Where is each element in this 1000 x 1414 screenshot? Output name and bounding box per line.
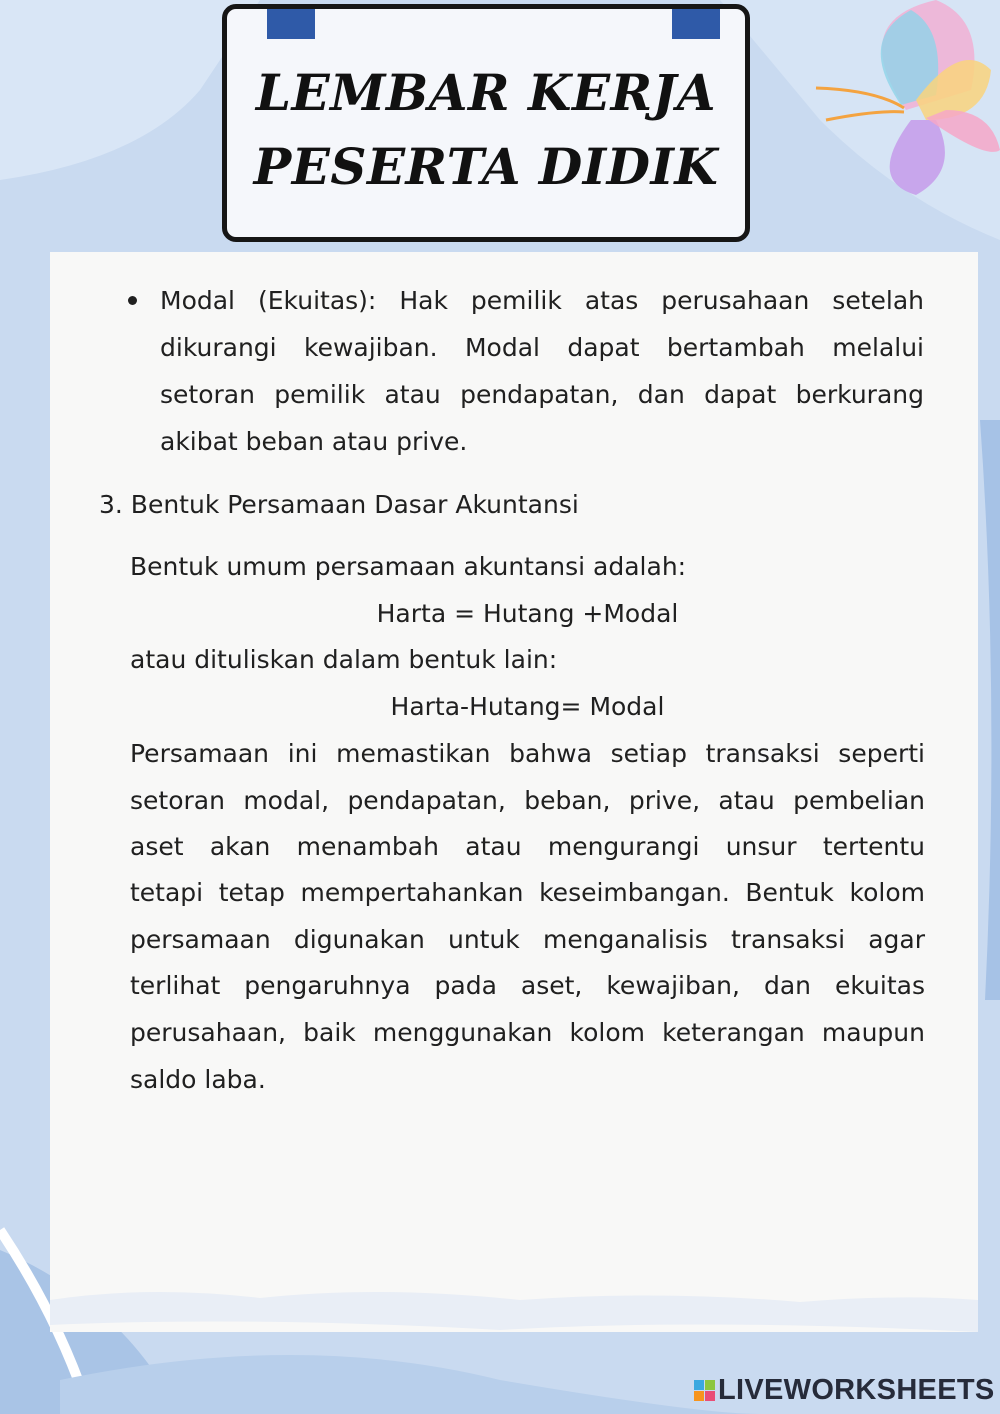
logo-text: LIVEWORKSHEETS [718,1373,995,1406]
bullet-line: setoran pemilik atau pendapatan, dan dapat berkurang [160,380,924,409]
section-heading: 3. Bentuk Persamaan Dasar Akuntansi [99,490,579,519]
paragraph-line: saldo laba. [130,1065,266,1094]
bullet-line: dikurangi kewajiban. Modal dapat bertambah melalui [160,333,924,362]
paragraph-line: terlihat pengaruhnya pada aset, kewajiban, dan ekuitas [130,971,925,1000]
logo-grid-icon [694,1380,715,1401]
paragraph-line: Persamaan ini memastikan bahwa setiap transaksi seperti [130,739,925,768]
paragraph-line: setoran modal, pendapatan, beban, prive, atau pembelian [130,786,925,815]
bullet-line: akibat beban atau prive. [160,427,468,456]
paragraph-line: tetapi tetap mempertahankan keseimbangan. Bentuk kolom [130,878,925,907]
paragraph-line: persamaan digunakan untuk menganalisis transaksi agar [130,925,925,954]
equation-alt-intro: atau dituliskan dalam bentuk lain: [130,645,558,674]
page-title-line2: PESERTA DIDIK [253,137,719,196]
bullet-line: Modal (Ekuitas): Hak pemilik atas perusahaan setelah [160,286,924,315]
page-title-line1: LEMBAR KERJA [255,63,717,122]
bullet-dot [128,296,137,305]
equation-alternate: Harta-Hutang= Modal [390,692,665,721]
paragraph-line: aset akan menambah atau mengurangi unsur tertentu [130,832,925,861]
liveworksheets-logo [694,1374,995,1406]
equation-intro: Bentuk umum persamaan akuntansi adalah: [130,552,687,581]
paragraph-line: perusahaan, baik menggunakan kolom keterangan maupun [130,1018,925,1047]
equation-primary: Harta = Hutang +Modal [376,599,679,628]
